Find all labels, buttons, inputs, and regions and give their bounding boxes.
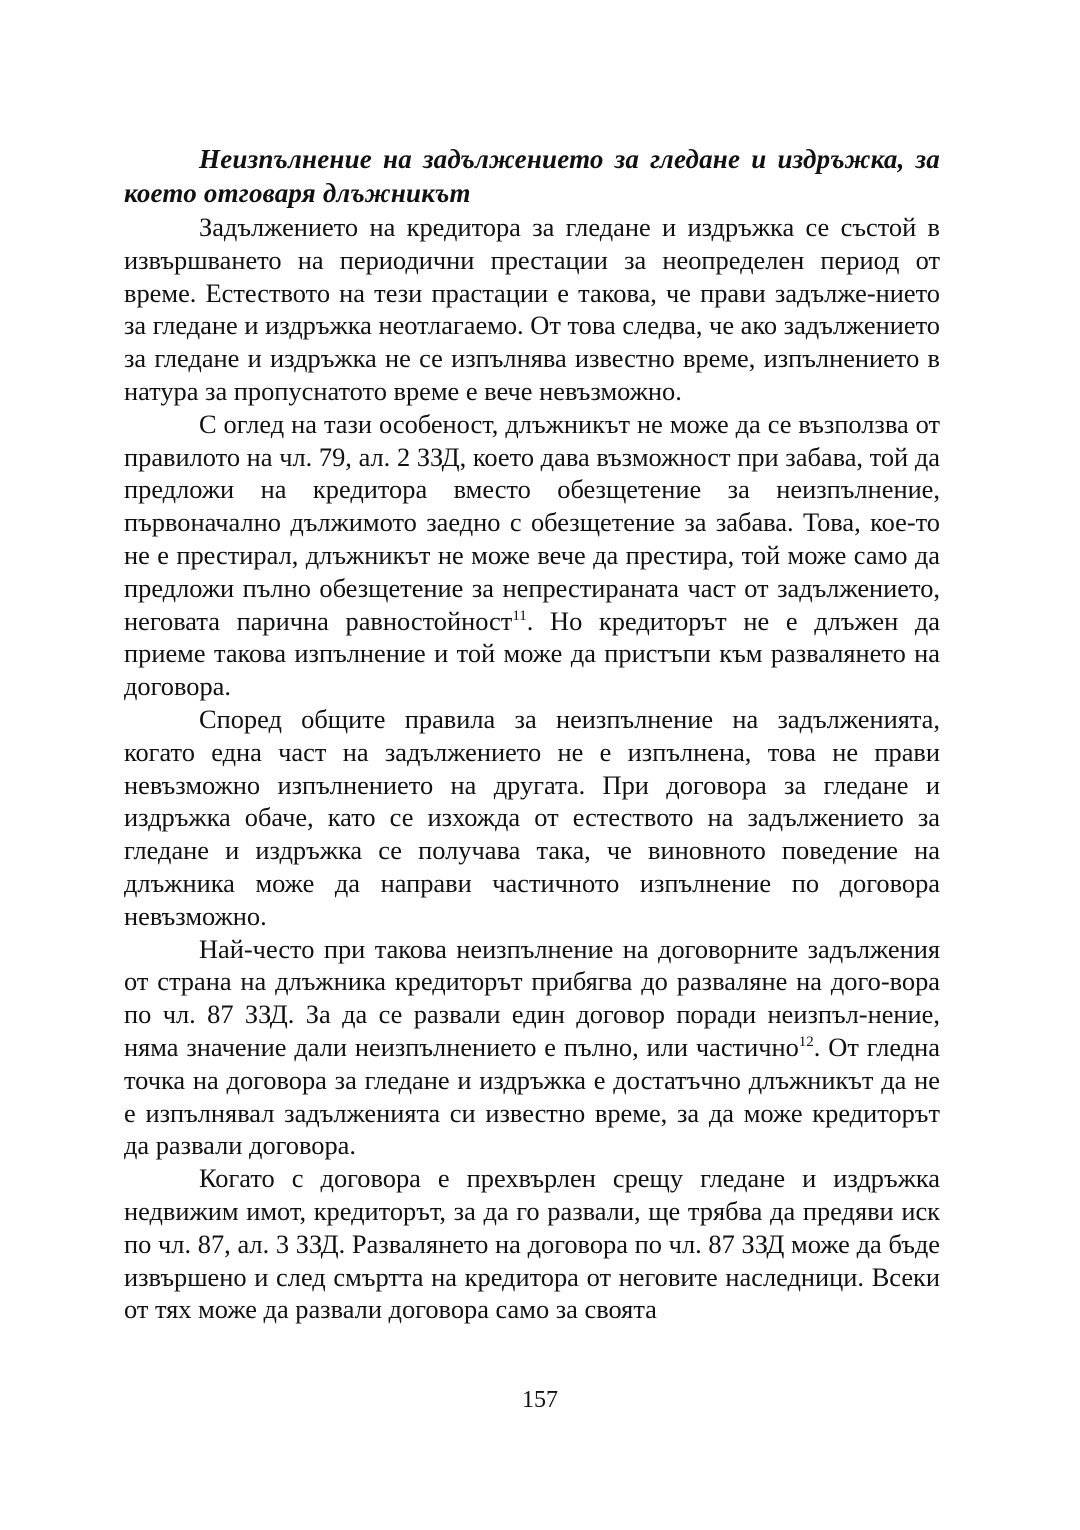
page-body xyxy=(124,142,940,1326)
paragraph-4-text-before: Най-често при такова неизпълнение на договорните задължения от страна на длъжника кредиторът прибягва до разваляне на дого-вора по чл. 87 ЗЗД. За да се развали един договор поради неизпъл-нение, няма значение дали неизпълнението е пълно, или частично xyxy=(124,933,940,1062)
paragraph-5: Когато с договора е прехвърлен срещу гледане и издръжка недвижим имот, кредиторът, за да го развали, ще трябва да предяви иск по чл. 87, ал. 3 ЗЗД. Развалянето на договора по чл. 87 ЗЗД може да бъде извършено и след смъртта на кредитора от неговите наследници. Всеки от тях може да развали договора само за своята xyxy=(124,1163,940,1325)
footnote-ref-11[interactable]: 11 xyxy=(512,607,527,624)
footnote-ref-12[interactable]: 12 xyxy=(798,1033,814,1050)
section-heading: Неизпълнение на задължението за гледане и издръжка, за което отговаря длъжникът xyxy=(124,144,940,208)
paragraph-1: Задължението на кредитора за гледане и издръжка се състой в извършването на периодични престации за неопределен период от време. Естеството на тези прастации е такова, че прави задълже-нието за гледане и издръжка неотлагаемо. От това следва, че ако задължението за гледане и издръжка не се изпълнява известно време, изпълнението в натура за пропуснатото време е вече невъзможно. xyxy=(124,212,940,406)
paragraph-2 xyxy=(124,408,940,703)
paragraph-4 xyxy=(124,933,940,1163)
paragraph-2-text-before: С оглед на тази особеност, длъжникът не може да се възползва от правилото на чл. 79, ал. 2 ЗЗД, което дава възможност при забава, той да предложи на кредитора вместо обезщетение за неизпълнение, първоначално дължимото заедно с обезщетение за забава. Това, кое-то не е престирал, длъжникът не може вече да престира, той може само да предложи пълно обезщетение за непрестираната част от задължението, неговата парична равностойност xyxy=(124,408,940,636)
paragraph-2-text-after: . Но кредиторът не е длъжен да приеме такова изпълнение и той може да пристъпи към развалянето на договора. xyxy=(124,605,941,702)
paragraph-4-text-after: . От гледна точка на договора за гледане и издръжка е достатъчно длъжникът да не е изпълнявал задълженията си известно време, за да може кредиторът да развали договора. xyxy=(124,1031,940,1161)
page-number: 157 xyxy=(522,1387,558,1413)
paragraph-3: Според общите правила за неизпълнение на задълженията, когато една част на задължението не е изпълнена, това не прави невъзможно изпълнението на другата. При договора за гледане и издръжка обаче, като се изхожда от естеството на задължението за гледане и издръжка се получава така, че виновното поведение на длъжника може да направи частичното изпълнение по договора невъзможно. xyxy=(124,703,940,931)
